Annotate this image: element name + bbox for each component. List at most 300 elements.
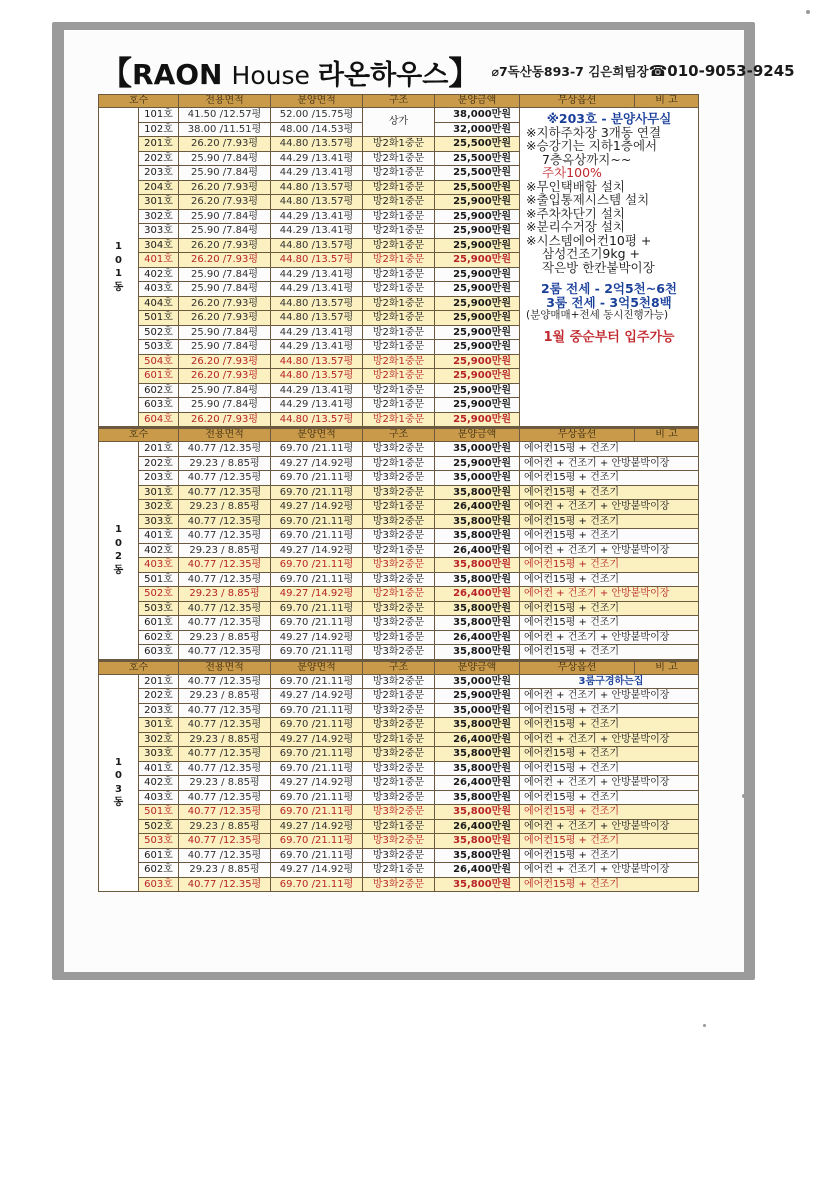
structure: 방3화2중문 xyxy=(363,703,435,718)
free-option: 에어컨 + 건조기 + 안방붙박이장 xyxy=(520,587,699,602)
sale-area: 44.29 /13.41평 xyxy=(271,398,363,413)
sale-price: 25,900만원 xyxy=(435,296,520,311)
note-line: ※203호 - 분양사무실 xyxy=(546,111,672,126)
table-row xyxy=(99,761,699,776)
col-sale-area: 분양면적 xyxy=(271,661,363,675)
sale-price: 25,900만원 xyxy=(435,253,520,268)
logo-house: House xyxy=(231,61,310,90)
structure: 방2화1중문 xyxy=(363,282,435,297)
sale-area: 49.27 /14.92평 xyxy=(271,776,363,791)
structure: 방3화2중문 xyxy=(363,471,435,486)
dong-label-char: 1 xyxy=(115,241,122,252)
structure: 방2화1중문 xyxy=(363,166,435,181)
unit-number: 101호 xyxy=(139,108,179,123)
exclusive-area: 40.77 /12.35평 xyxy=(179,572,271,587)
structure: 방2화1중문 xyxy=(363,296,435,311)
sale-area: 44.29 /13.41평 xyxy=(271,267,363,282)
structure: 방2화1중문 xyxy=(363,819,435,834)
sale-price: 35,800만원 xyxy=(435,645,520,660)
unit-number: 601호 xyxy=(139,848,179,863)
unit-number: 402호 xyxy=(139,267,179,282)
unit-number: 503호 xyxy=(139,834,179,849)
sale-area: 69.70 /21.11평 xyxy=(271,805,363,820)
sale-price: 35,800만원 xyxy=(435,485,520,500)
unit-number: 401호 xyxy=(139,761,179,776)
sale-price: 25,900만원 xyxy=(435,238,520,253)
table-row xyxy=(99,442,699,457)
table-row xyxy=(99,543,699,558)
sale-area: 69.70 /21.11평 xyxy=(271,485,363,500)
exclusive-area: 29.23 / 8.85평 xyxy=(179,587,271,602)
table-row xyxy=(99,732,699,747)
sale-area: 69.70 /21.11평 xyxy=(271,703,363,718)
structure: 방3화2중문 xyxy=(363,485,435,500)
structure: 방2화1중문 xyxy=(363,224,435,239)
exclusive-area: 29.23 / 8.85평 xyxy=(179,500,271,515)
sale-area: 69.70 /21.11평 xyxy=(271,471,363,486)
sale-price: 26,400만원 xyxy=(435,500,520,515)
col-remarks: 비 고 xyxy=(635,661,699,675)
table-row xyxy=(99,529,699,544)
sale-area: 44.29 /13.41평 xyxy=(271,166,363,181)
exclusive-area: 29.23 / 8.85평 xyxy=(179,863,271,878)
col-structure: 구조 xyxy=(363,661,435,675)
exclusive-area: 40.77 /12.35평 xyxy=(179,645,271,660)
sale-price: 25,900만원 xyxy=(435,383,520,398)
sale-price: 25,900만원 xyxy=(435,354,520,369)
sale-price: 25,900만원 xyxy=(435,412,520,427)
free-option: 에어컨 + 건조기 + 안방붙박이장 xyxy=(520,776,699,791)
sale-price: 35,800만원 xyxy=(435,761,520,776)
sale-price: 25,900만원 xyxy=(435,369,520,384)
structure: 방3화2중문 xyxy=(363,645,435,660)
sale-area: 44.80 /13.57평 xyxy=(271,195,363,210)
dong-label-char: 동 xyxy=(113,564,124,576)
free-option: 에어컨15평 + 건조기 xyxy=(520,558,699,573)
free-option: 에어컨15평 + 건조기 xyxy=(520,529,699,544)
exclusive-area: 40.77 /12.35평 xyxy=(179,558,271,573)
free-option: 에어컨15평 + 건조기 xyxy=(520,442,699,457)
sale-area: 44.29 /13.41평 xyxy=(271,282,363,297)
sale-area: 49.27 /14.92평 xyxy=(271,689,363,704)
raon-house-logo xyxy=(100,48,480,94)
sale-area: 44.80 /13.57평 xyxy=(271,137,363,152)
sale-price: 35,800만원 xyxy=(435,529,520,544)
unit-number: 603호 xyxy=(139,645,179,660)
table-row xyxy=(99,718,699,733)
structure: 방2화1중문 xyxy=(363,180,435,195)
structure: 방2화1중문 xyxy=(363,587,435,602)
col-price: 분양금액 xyxy=(435,661,520,675)
sale-price: 35,800만원 xyxy=(435,601,520,616)
col-remarks: 비 고 xyxy=(635,95,699,108)
structure: 방2화1중문 xyxy=(363,412,435,427)
exclusive-area: 26.20 /7.93평 xyxy=(179,195,271,210)
structure: 방3화2중문 xyxy=(363,718,435,733)
free-option: 에어컨15평 + 건조기 xyxy=(520,877,699,892)
structure: 방3화2중문 xyxy=(363,790,435,805)
table-row xyxy=(99,848,699,863)
sale-area: 69.70 /21.11평 xyxy=(271,529,363,544)
price-tables xyxy=(98,94,698,892)
structure: 방3화2중문 xyxy=(363,558,435,573)
logo-bracket-left: 【 xyxy=(100,54,133,92)
unit-number: 401호 xyxy=(139,529,179,544)
exclusive-area: 26.20 /7.93평 xyxy=(179,369,271,384)
note-line: ※시스템에어컨10평 + xyxy=(526,232,652,248)
dong-103-table xyxy=(98,660,699,893)
sale-area: 44.29 /13.41평 xyxy=(271,325,363,340)
sale-price: 35,800만원 xyxy=(435,834,520,849)
exclusive-area: 40.77 /12.35평 xyxy=(179,616,271,631)
remarks-notes xyxy=(520,108,699,427)
free-option: 에어컨15평 + 건조기 xyxy=(520,747,699,762)
sale-price: 25,500만원 xyxy=(435,151,520,166)
sale-area: 44.29 /13.41평 xyxy=(271,151,363,166)
structure: 방3화2중문 xyxy=(363,514,435,529)
unit-number: 603호 xyxy=(139,398,179,413)
sale-area: 44.29 /13.41평 xyxy=(271,224,363,239)
logo-korean: 라온하우스 xyxy=(317,60,449,91)
sale-price: 25,900만원 xyxy=(435,224,520,239)
sale-price: 26,400만원 xyxy=(435,630,520,645)
unit-number: 403호 xyxy=(139,282,179,297)
note-line: ※분리수거장 설치 xyxy=(526,219,625,234)
structure: 방3화2중문 xyxy=(363,601,435,616)
structure: 방3화2중문 xyxy=(363,616,435,631)
exclusive-area: 25.90 /7.84평 xyxy=(179,209,271,224)
unit-number: 201호 xyxy=(139,674,179,689)
free-option: 에어컨 + 건조기 + 안방붙박이장 xyxy=(520,543,699,558)
col-structure: 구조 xyxy=(363,95,435,108)
exclusive-area: 26.20 /7.93평 xyxy=(179,180,271,195)
col-free-option: 무상옵션 xyxy=(520,661,635,675)
table-row xyxy=(99,485,699,500)
unit-number: 501호 xyxy=(139,805,179,820)
free-option: 에어컨15평 + 건조기 xyxy=(520,616,699,631)
exclusive-area: 40.77 /12.35평 xyxy=(179,877,271,892)
sale-area: 49.27 /14.92평 xyxy=(271,500,363,515)
table-row xyxy=(99,877,699,892)
dong-101-table xyxy=(98,94,699,427)
unit-number: 302호 xyxy=(139,500,179,515)
unit-number: 403호 xyxy=(139,790,179,805)
dong-label-char: 0 xyxy=(115,537,122,549)
exclusive-area: 29.23 / 8.85평 xyxy=(179,776,271,791)
sale-area: 48.00 /14.53평 xyxy=(271,122,363,137)
sale-price: 35,000만원 xyxy=(435,703,520,718)
col-exclusive-area: 전용면적 xyxy=(179,428,271,442)
sale-price: 25,900만원 xyxy=(435,209,520,224)
sale-area: 44.80 /13.57평 xyxy=(271,354,363,369)
free-option: 에어컨15평 + 건조기 xyxy=(520,805,699,820)
unit-number: 603호 xyxy=(139,877,179,892)
exclusive-area: 38.00 /11.51평 xyxy=(179,122,271,137)
structure: 방2화1중문 xyxy=(363,369,435,384)
exclusive-area: 26.20 /7.93평 xyxy=(179,238,271,253)
table-row xyxy=(99,834,699,849)
dong-label xyxy=(99,108,139,427)
sale-price: 35,000만원 xyxy=(435,442,520,457)
sale-area: 44.29 /13.41평 xyxy=(271,383,363,398)
sale-area: 49.27 /14.92평 xyxy=(271,543,363,558)
structure: 방2화1중문 xyxy=(363,311,435,326)
note-line: 2룸 전세 - 2억5천~6천 xyxy=(541,281,677,296)
dong-label-char: 2 xyxy=(115,551,122,563)
free-option: 에어컨15평 + 건조기 xyxy=(520,471,699,486)
unit-number: 102호 xyxy=(139,122,179,137)
exclusive-area: 40.77 /12.35평 xyxy=(179,601,271,616)
unit-number: 404호 xyxy=(139,296,179,311)
sale-area: 44.80 /13.57평 xyxy=(271,369,363,384)
note-line: (분양매매+전세 동시진행가능) xyxy=(526,309,669,321)
free-option: 에어컨 + 건조기 + 안방붙박이장 xyxy=(520,500,699,515)
col-sale-area: 분양면적 xyxy=(271,95,363,108)
exclusive-area: 40.77 /12.35평 xyxy=(179,805,271,820)
sale-area: 52.00 /15.75평 xyxy=(271,108,363,123)
free-option: 에어컨15평 + 건조기 xyxy=(520,485,699,500)
table-row xyxy=(99,819,699,834)
structure: 방3화2중문 xyxy=(363,442,435,457)
unit-number: 201호 xyxy=(139,442,179,457)
exclusive-area: 25.90 /7.84평 xyxy=(179,282,271,297)
structure: 방2화1중문 xyxy=(363,325,435,340)
scan-speck xyxy=(806,10,810,14)
exclusive-area: 40.77 /12.35평 xyxy=(179,848,271,863)
exclusive-area: 40.77 /12.35평 xyxy=(179,718,271,733)
exclusive-area: 40.77 /12.35평 xyxy=(179,747,271,762)
table-row xyxy=(99,572,699,587)
structure: 방2화1중문 xyxy=(363,340,435,355)
dong-label-char: 0 xyxy=(115,254,122,266)
exclusive-area: 26.20 /7.93평 xyxy=(179,137,271,152)
sale-area: 69.70 /21.11평 xyxy=(271,674,363,689)
exclusive-area: 41.50 /12.57평 xyxy=(179,108,271,123)
col-ho: 호수 xyxy=(99,661,179,675)
structure: 방2화1중문 xyxy=(363,151,435,166)
note-line: 주차100% xyxy=(542,165,602,180)
free-option: 에어컨15평 + 건조기 xyxy=(520,790,699,805)
exclusive-area: 29.23 / 8.85평 xyxy=(179,819,271,834)
unit-number: 602호 xyxy=(139,383,179,398)
free-option: 에어컨15평 + 건조기 xyxy=(520,703,699,718)
dong-label-char: 동 xyxy=(113,281,124,293)
sale-price: 35,800만원 xyxy=(435,616,520,631)
exclusive-area: 29.23 / 8.85평 xyxy=(179,732,271,747)
address-text: ⌀7독산동893-7 xyxy=(491,64,584,79)
structure: 방2화1중문 xyxy=(363,137,435,152)
table-row xyxy=(99,616,699,631)
unit-number: 201호 xyxy=(139,137,179,152)
sale-area: 69.70 /21.11평 xyxy=(271,442,363,457)
unit-number: 501호 xyxy=(139,572,179,587)
unit-number: 301호 xyxy=(139,485,179,500)
unit-number: 202호 xyxy=(139,689,179,704)
unit-number: 601호 xyxy=(139,369,179,384)
table-header-row xyxy=(99,661,699,675)
col-free-option: 무상옵션 xyxy=(520,95,635,108)
col-free-option: 무상옵션 xyxy=(520,428,635,442)
phone-number: ☎010-9053-9245 xyxy=(648,62,795,80)
structure: 방3화2중문 xyxy=(363,572,435,587)
col-structure: 구조 xyxy=(363,428,435,442)
sale-price: 26,400만원 xyxy=(435,819,520,834)
note-line: ※무인택배함 설치 xyxy=(526,178,625,194)
sale-price: 25,900만원 xyxy=(435,195,520,210)
table-row xyxy=(99,863,699,878)
table-row xyxy=(99,500,699,515)
sale-price: 35,000만원 xyxy=(435,471,520,486)
dong-label-char: 동 xyxy=(113,797,124,809)
structure: 방3화2중문 xyxy=(363,747,435,762)
exclusive-area: 29.23 / 8.85평 xyxy=(179,689,271,704)
unit-number: 602호 xyxy=(139,863,179,878)
sale-price: 38,000만원 xyxy=(435,108,520,123)
structure: 방2화1중문 xyxy=(363,253,435,268)
table-row xyxy=(99,776,699,791)
contact-name: 김은희팀장 xyxy=(588,64,649,79)
note-line: ※주차차단기 설치 xyxy=(526,205,625,221)
table-row xyxy=(99,471,699,486)
unit-number: 401호 xyxy=(139,253,179,268)
sale-price: 25,900만원 xyxy=(435,311,520,326)
unit-number: 503호 xyxy=(139,340,179,355)
structure: 방2화1중문 xyxy=(363,398,435,413)
sale-area: 69.70 /21.11평 xyxy=(271,747,363,762)
sale-price: 35,800만원 xyxy=(435,514,520,529)
structure: 방2화1중문 xyxy=(363,456,435,471)
sale-area: 69.70 /21.11평 xyxy=(271,558,363,573)
structure: 방3화2중문 xyxy=(363,761,435,776)
unit-number: 602호 xyxy=(139,630,179,645)
sale-area: 49.27 /14.92평 xyxy=(271,732,363,747)
table-row xyxy=(99,674,699,689)
note-line: 삼성건조기9kg + xyxy=(542,246,640,261)
note-line: 작은방 한칸붙박이장 xyxy=(542,259,655,275)
exclusive-area: 29.23 / 8.85평 xyxy=(179,630,271,645)
sale-area: 69.70 /21.11평 xyxy=(271,601,363,616)
structure: 방2화1중문 xyxy=(363,732,435,747)
table-row xyxy=(99,790,699,805)
dong-label-char: 1 xyxy=(115,524,122,536)
structure: 상가 xyxy=(363,108,435,137)
sale-area: 49.27 /14.92평 xyxy=(271,630,363,645)
sale-area: 44.80 /13.57평 xyxy=(271,253,363,268)
dong-label-char: 3 xyxy=(115,783,122,795)
sale-area: 69.70 /21.11평 xyxy=(271,718,363,733)
unit-number: 203호 xyxy=(139,471,179,486)
sale-area: 49.27 /14.92평 xyxy=(271,456,363,471)
exclusive-area: 25.90 /7.84평 xyxy=(179,383,271,398)
sale-price: 26,400만원 xyxy=(435,732,520,747)
exclusive-area: 40.77 /12.35평 xyxy=(179,529,271,544)
sale-price: 35,800만원 xyxy=(435,805,520,820)
col-exclusive-area: 전용면적 xyxy=(179,661,271,675)
free-option: 에어컨 + 건조기 + 안방붙박이장 xyxy=(520,689,699,704)
unit-number: 303호 xyxy=(139,224,179,239)
sale-area: 69.70 /21.11평 xyxy=(271,645,363,660)
table-row xyxy=(99,108,699,123)
structure: 방2화1중문 xyxy=(363,383,435,398)
sale-price: 35,800만원 xyxy=(435,718,520,733)
sale-area: 69.70 /21.11평 xyxy=(271,761,363,776)
sale-area: 69.70 /21.11평 xyxy=(271,848,363,863)
unit-number: 303호 xyxy=(139,747,179,762)
sale-price: 35,000만원 xyxy=(435,674,520,689)
free-option: 에어컨15평 + 건조기 xyxy=(520,572,699,587)
unit-number: 203호 xyxy=(139,166,179,181)
free-option: 에어컨15평 + 건조기 xyxy=(520,718,699,733)
exclusive-area: 40.77 /12.35평 xyxy=(179,674,271,689)
unit-number: 601호 xyxy=(139,616,179,631)
unit-number: 202호 xyxy=(139,456,179,471)
table-row xyxy=(99,747,699,762)
logo-raon: RAON xyxy=(132,58,223,91)
sale-area: 69.70 /21.11평 xyxy=(271,877,363,892)
sale-area: 49.27 /14.92평 xyxy=(271,863,363,878)
structure: 방2화1중문 xyxy=(363,630,435,645)
unit-number: 502호 xyxy=(139,819,179,834)
note-line: 3룸 전세 - 3억5천8백 xyxy=(546,294,672,310)
unit-number: 504호 xyxy=(139,354,179,369)
structure: 방3화2중문 xyxy=(363,674,435,689)
sale-area: 69.70 /21.11평 xyxy=(271,790,363,805)
col-exclusive-area: 전용면적 xyxy=(179,95,271,108)
sale-price: 25,900만원 xyxy=(435,689,520,704)
exclusive-area: 26.20 /7.93평 xyxy=(179,253,271,268)
unit-number: 304호 xyxy=(139,238,179,253)
exclusive-area: 40.77 /12.35평 xyxy=(179,471,271,486)
unit-number: 302호 xyxy=(139,209,179,224)
table-row xyxy=(99,630,699,645)
sale-price: 25,500만원 xyxy=(435,180,520,195)
table-row xyxy=(99,558,699,573)
col-sale-area: 분양면적 xyxy=(271,428,363,442)
sale-price: 35,800만원 xyxy=(435,848,520,863)
sale-price: 26,400만원 xyxy=(435,587,520,602)
col-ho: 호수 xyxy=(99,428,179,442)
table-row xyxy=(99,689,699,704)
unit-number: 204호 xyxy=(139,180,179,195)
free-option: 에어컨 + 건조기 + 안방붙박이장 xyxy=(520,819,699,834)
sale-price: 32,000만원 xyxy=(435,122,520,137)
table-row xyxy=(99,645,699,660)
free-option: 3룸구경하는집 xyxy=(520,674,699,689)
sale-area: 44.80 /13.57평 xyxy=(271,296,363,311)
exclusive-area: 40.77 /12.35평 xyxy=(179,761,271,776)
dong-label xyxy=(99,442,139,660)
sale-price: 25,900만원 xyxy=(435,267,520,282)
structure: 방2화1중문 xyxy=(363,776,435,791)
free-option: 에어컨 + 건조기 + 안방붙박이장 xyxy=(520,732,699,747)
exclusive-area: 29.23 / 8.85평 xyxy=(179,456,271,471)
sale-price: 25,900만원 xyxy=(435,398,520,413)
free-option: 에어컨15평 + 건조기 xyxy=(520,601,699,616)
contact-info xyxy=(491,62,794,80)
structure: 방3화2중문 xyxy=(363,834,435,849)
exclusive-area: 40.77 /12.35평 xyxy=(179,442,271,457)
free-option: 에어컨 + 건조기 + 안방붙박이장 xyxy=(520,456,699,471)
dong-label-char: 0 xyxy=(115,770,122,782)
col-price: 분양금액 xyxy=(435,95,520,108)
note-line: ※승강기는 지하1층에서 xyxy=(526,138,658,153)
table-row xyxy=(99,805,699,820)
structure: 방2화1중문 xyxy=(363,195,435,210)
sale-area: 44.80 /13.57평 xyxy=(271,311,363,326)
sale-area: 44.80 /13.57평 xyxy=(271,180,363,195)
structure: 방3화2중문 xyxy=(363,877,435,892)
free-option: 에어컨15평 + 건조기 xyxy=(520,834,699,849)
